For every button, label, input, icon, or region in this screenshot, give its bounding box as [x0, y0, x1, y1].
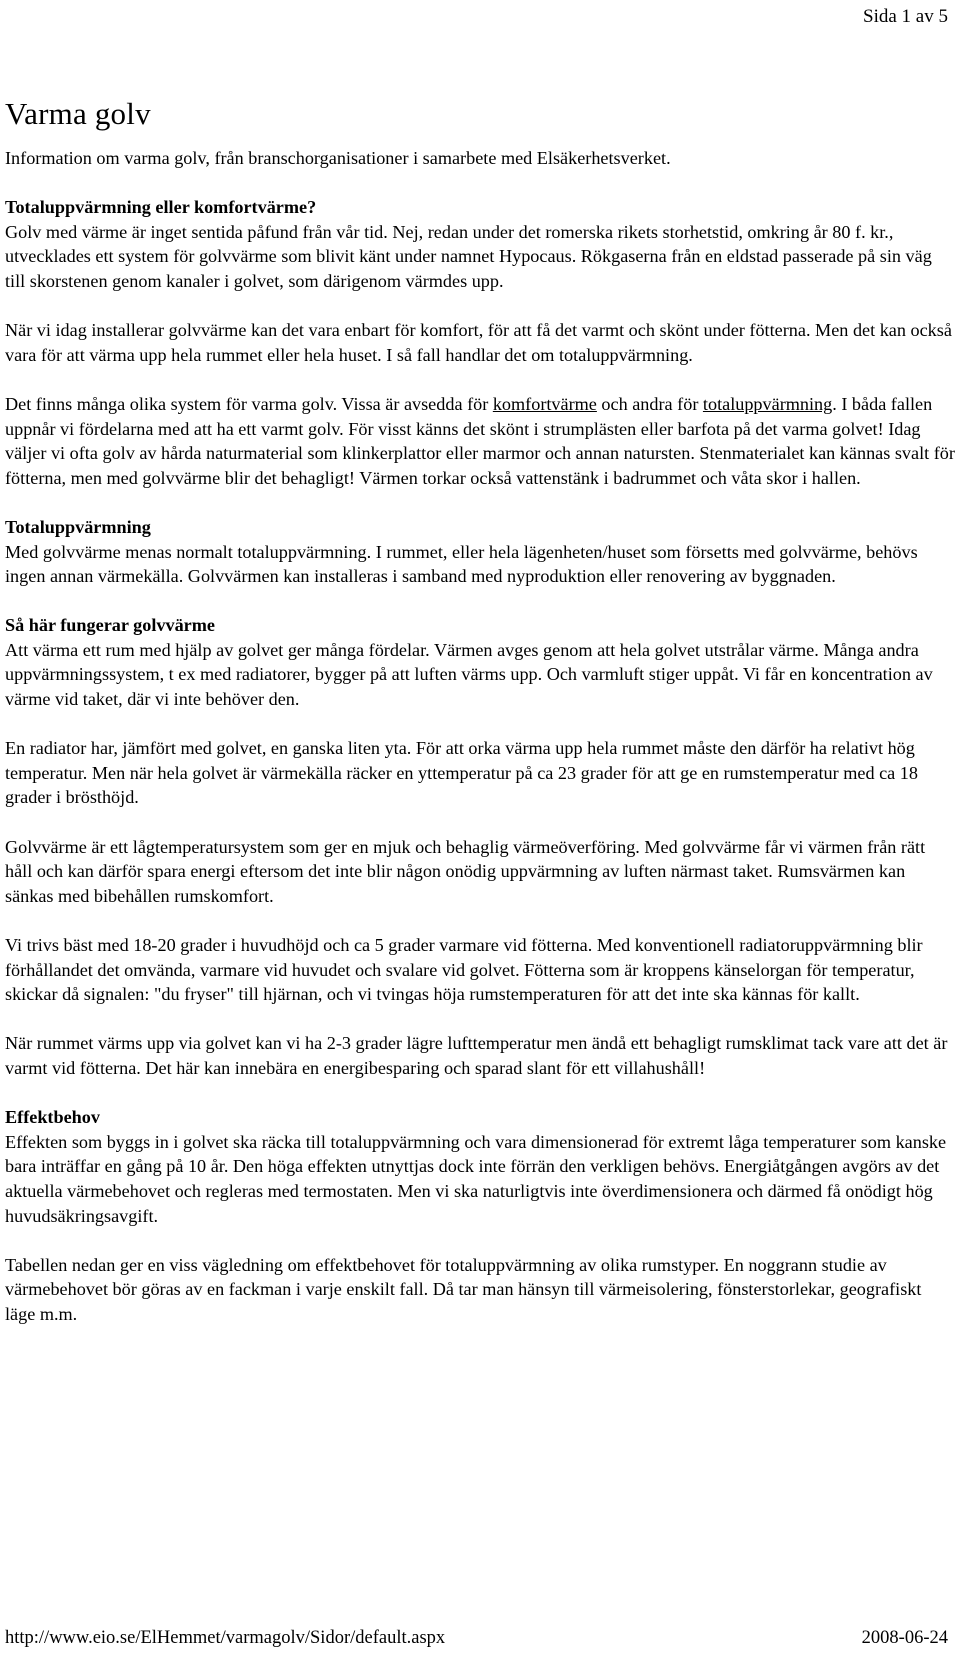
paragraph: Golvvärme är ett lågtemperatursystem som ger en mjuk och behaglig värmeöverföring. Med golvvärme får vi värmen från rätt håll och kan därför spara energi eftersom det inte blir någon onödig uppvärmning av luften närmast taket. Rumsvärmen kan sänkas med bibehållen rumskomfort.: [5, 836, 926, 906]
footer-date: 2008-06-24: [861, 1628, 948, 1648]
section-sa-har-fungerar-golvvarme: [5, 613, 955, 711]
paragraph: När vi idag installerar golvvärme kan det vara enbart för komfort, för att få det varmt och skönt under fötterna. Men det kan också vara för att värma upp hela rummet eller hela huset. I så fall handlar det om totaluppvärmning.: [5, 320, 952, 365]
text: Det finns många olika system för varma golv. Vissa är avsedda för: [5, 393, 493, 414]
text: . I båda fallen uppnår vi fördelarna med att ha ett varmt golv. För visst känns det skönt i strumplästen eller barfota på det varma golvet! Idag väljer vi ofta golv av hårda naturmaterial som klinkerplattor eller marmor och annan natursten. Stenmaterialet kan kännas svalt för fötterna, men med golvvärme blir det behagligt! Värmen torkar också vattenstänk i badrummet och våta skor i hallen.: [5, 393, 955, 488]
section-effektbehov: [5, 1105, 955, 1228]
komfortvarme-link[interactable]: komfortvärme: [492, 393, 597, 414]
section-heading: Totaluppvärmning: [5, 516, 151, 537]
paragraph: Tabellen nedan ger en viss vägledning om effektbehovet för totaluppvärmning av olika rumstyper. En noggrann studie av värmebehovet bör göras av en fackman i varje enskilt fall. Då tar man hänsyn till värmeisolering, fönsterstorlekar, geografiskt läge m.m.: [5, 1254, 922, 1324]
totaluppvarmning-link[interactable]: totaluppvärmning: [702, 393, 833, 414]
paragraph: När rummet värms upp via golvet kan vi ha 2-3 grader lägre lufttemperatur men ändå ett behagligt rumsklimat tack vare att det är varmt vid fötterna. Det här kan innebära en energibesparing och sparad slant för ett villahushåll!: [5, 1033, 948, 1078]
section-heading: Totaluppvärmning eller komfortvärme?: [5, 197, 317, 218]
paragraph: Med golvvärme menas normalt totaluppvärmning. I rummet, eller hela lägenheten/huset som försetts med golvvärme, behövs ingen annan värmekälla. Golvvärmen kan installeras i samband med nyproduktion eller renovering av byggnaden.: [5, 541, 918, 587]
section-totaluppvarmning: [5, 515, 955, 589]
section-totaluppvarmning-eller-komfortvarme: [5, 195, 955, 293]
paragraph: Effekten som byggs in i golvet ska räcka till totaluppvärmning och vara dimensionerad för extremt låga temperaturer som kanske bara inträffar en gång på 10 år. Den höga effekten utnyttjas dock inte förrän den verkligen behövs. Energiåtgången avgörs av det aktuella värmebehovet och regleras med termostaten. Men vi ska naturligtvis inte överdimensionera och därmed få onödigt hög huvudsäkringsavgift.: [5, 1131, 947, 1226]
paragraph-with-links: [5, 392, 955, 490]
paragraph: Vi trivs bäst med 18-20 grader i huvudhöjd och ca 5 grader varmare vid fötterna. Med konventionell radiatoruppvärmning blir förhållandet det omvända, varmare vid huvudet och svalare vid golvet. Fötterna som är kroppens känselorgan för temperatur, skickar då signalen: "du fryser" till hjärnan, och vi tvingas höja rumstemperaturen för att det inte ska kännas för kallt.: [5, 935, 923, 1005]
text: och andra för: [596, 393, 703, 414]
section-heading: Effektbehov: [5, 1107, 100, 1128]
section-heading: Så här fungerar golvvärme: [5, 615, 215, 636]
page-number: Sida 1 av 5: [863, 6, 948, 27]
page-title: Varma golv: [5, 96, 151, 131]
paragraph: Att värma ett rum med hjälp av golvet ger många fördelar. Värmen avges genom att hela golvet utstrålar värme. Många andra uppvärmningssystem, t ex med radiatorer, bygger på att luften värms upp. Och varmluft stiger uppåt. Vi får en koncentration av värme vid taket, där vi inte behöver den.: [5, 639, 933, 710]
footer-url: http://www.eio.se/ElHemmet/varmagolv/Sidor/default.aspx: [5, 1628, 446, 1648]
document-body: [5, 96, 955, 1351]
paragraph: Golv med värme är inget sentida påfund från vår tid. Nej, redan under det romerska rikets storhetstid, omkring år 80 f. kr., utvecklades ett system för golvvärme som blivit känt under namnet Hypocaus. Rökgaserna från en eldstad passerade på sin väg till skorstenen genom kanaler i golvet, som därigenom värmdes upp.: [5, 221, 932, 291]
paragraph: En radiator har, jämfört med golvet, en ganska liten yta. För att orka värma upp hela rummet måste den därför ha relativt hög temperatur. Men när hela golvet är värmekälla räcker en yttemperatur på ca 23 grader för att ge en rumstemperatur med ca 18 grader i brösthöjd.: [5, 738, 918, 808]
intro-paragraph: Information om varma golv, från branschorganisationer i samarbete med Elsäkerhetsverket.: [5, 148, 671, 168]
